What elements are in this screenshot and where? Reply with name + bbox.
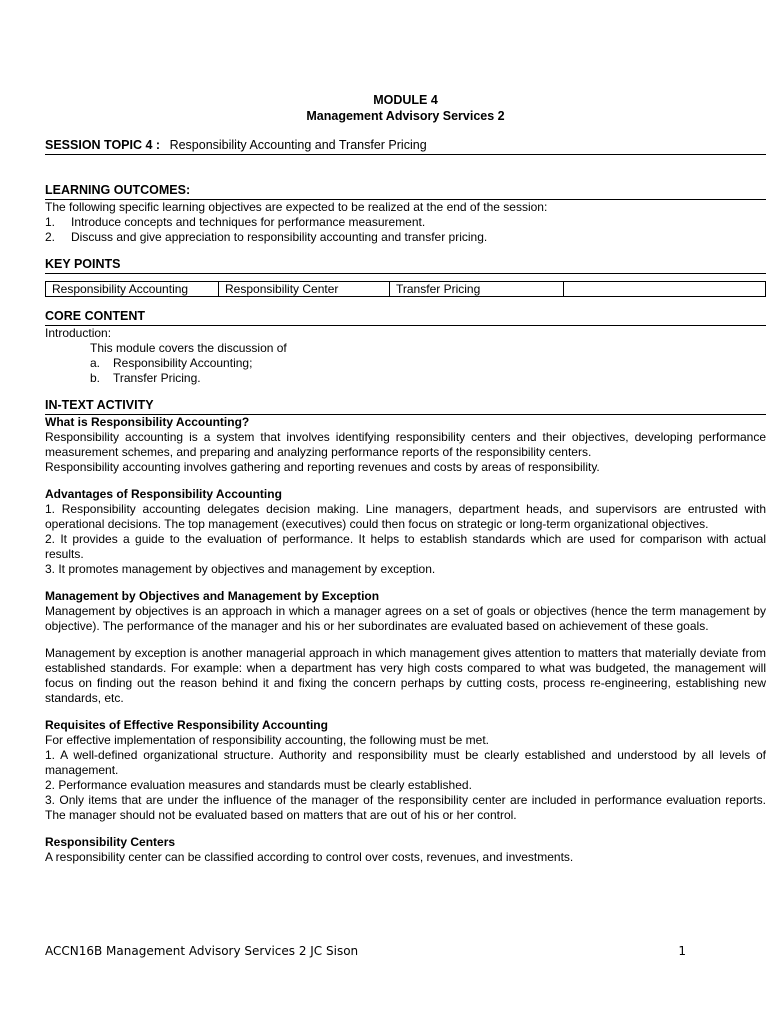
key-points-heading: KEY POINTS	[45, 257, 766, 274]
core-content-intro: Introduction:	[45, 326, 112, 340]
paragraph: 2. Performance evaluation measures and standards must be clearly established.	[45, 778, 472, 792]
session-label: SESSION TOPIC 4 :	[45, 138, 161, 152]
session-topic	[45, 138, 766, 155]
paragraph: Management by exception is another managerial approach in which management gives attention to matters that materially deviate from established standards. For example: when a department has very high costs compared to what was budgeted, the management will focus on finding out the reason behind it and fixing the concern perhaps by cutting costs, process re-engineering, establishing new standards, etc.	[45, 646, 766, 705]
paragraph: 3. Only items that are under the influence of the manager of the responsibility center are included in performance evaluation reports. The manager should not be evaluated based on matters that are out of his or her control.	[45, 793, 766, 822]
list-item-text: Transfer Pricing.	[113, 371, 201, 385]
paragraph: 2. It provides a guide to the evaluation of performance. It helps to establish standards which are used for comparison with actual results.	[45, 532, 766, 561]
paragraph: 1. A well-defined organizational structure. Authority and responsibility must be clearly established and understood by all levels of management.	[45, 748, 766, 777]
list-item-text: Responsibility Accounting;	[113, 356, 253, 370]
learning-outcomes-heading: LEARNING OUTCOMES:	[45, 183, 766, 200]
subheading-mbo-mbe: Management by Objectives and Management by Exception	[45, 589, 380, 603]
subheading-what-is: What is Responsibility Accounting?	[45, 415, 250, 429]
module-number: MODULE 4	[373, 93, 438, 107]
session-topic-text: Responsibility Accounting and Transfer Pricing	[169, 138, 427, 152]
paragraph: Management by objectives is an approach in which a manager agrees on a set of goals or objectives (hence the term management by objective). The performance of the manager and his or her subordinates are evaluated based on achievement of these goals.	[45, 604, 766, 633]
key-points-table	[45, 281, 766, 297]
table-row	[46, 282, 766, 297]
paragraph: 1. Responsibility accounting delegates decision making. Line managers, department heads, and supervisors are entrusted with operational decisions. The top management (executives) could then focus on strategic or long-term organizational objectives.	[45, 502, 766, 531]
list-item-text: Discuss and give appreciation to responsibility accounting and transfer pricing.	[71, 230, 488, 244]
list-item-letter: a.	[90, 356, 101, 370]
list-item	[45, 356, 766, 371]
list-item	[45, 215, 766, 230]
paragraph: Responsibility accounting is a system that involves identifying responsibility centers and their objectives, developing performance measurement schemes, and preparing and analyzing performance reports of the responsibility centers.	[45, 430, 766, 459]
list-item-number: 1.	[45, 215, 56, 229]
paragraph: 3. It promotes management by objectives and management by exception.	[45, 562, 436, 576]
paragraph: A responsibility center can be classified according to control over costs, revenues, and investments.	[45, 850, 574, 864]
key-point-cell: Responsibility Center	[219, 282, 390, 297]
core-content-lead: This module covers the discussion of	[90, 341, 287, 355]
module-subtitle: Management Advisory Services 2	[306, 109, 505, 123]
document-page	[45, 92, 766, 865]
page-footer	[45, 944, 686, 958]
subheading-responsibility-centers: Responsibility Centers	[45, 835, 176, 849]
list-item	[45, 371, 766, 386]
key-point-cell: Transfer Pricing	[390, 282, 564, 297]
list-item-text: Introduce concepts and techniques for performance measurement.	[71, 215, 426, 229]
footer-course: ACCN16B Management Advisory Services 2 JC Sison	[45, 944, 359, 958]
subheading-requisites: Requisites of Effective Responsibility Accounting	[45, 718, 328, 732]
key-point-cell: Responsibility Accounting	[46, 282, 219, 297]
learning-outcomes-intro: The following specific learning objectives are expected to be realized at the end of the session:	[45, 200, 548, 214]
paragraph: Responsibility accounting involves gathering and reporting revenues and costs by areas of responsibility.	[45, 460, 600, 474]
list-item-number: 2.	[45, 230, 56, 244]
page-number: 1	[678, 944, 686, 958]
in-text-activity-heading: IN-TEXT ACTIVITY	[45, 398, 766, 415]
list-item	[45, 230, 766, 245]
key-point-cell	[564, 282, 766, 297]
paragraph: For effective implementation of responsibility accounting, the following must be met.	[45, 733, 489, 747]
core-content-heading: CORE CONTENT	[45, 309, 766, 326]
subheading-advantages: Advantages of Responsibility Accounting	[45, 487, 282, 501]
list-item-letter: b.	[90, 371, 101, 385]
